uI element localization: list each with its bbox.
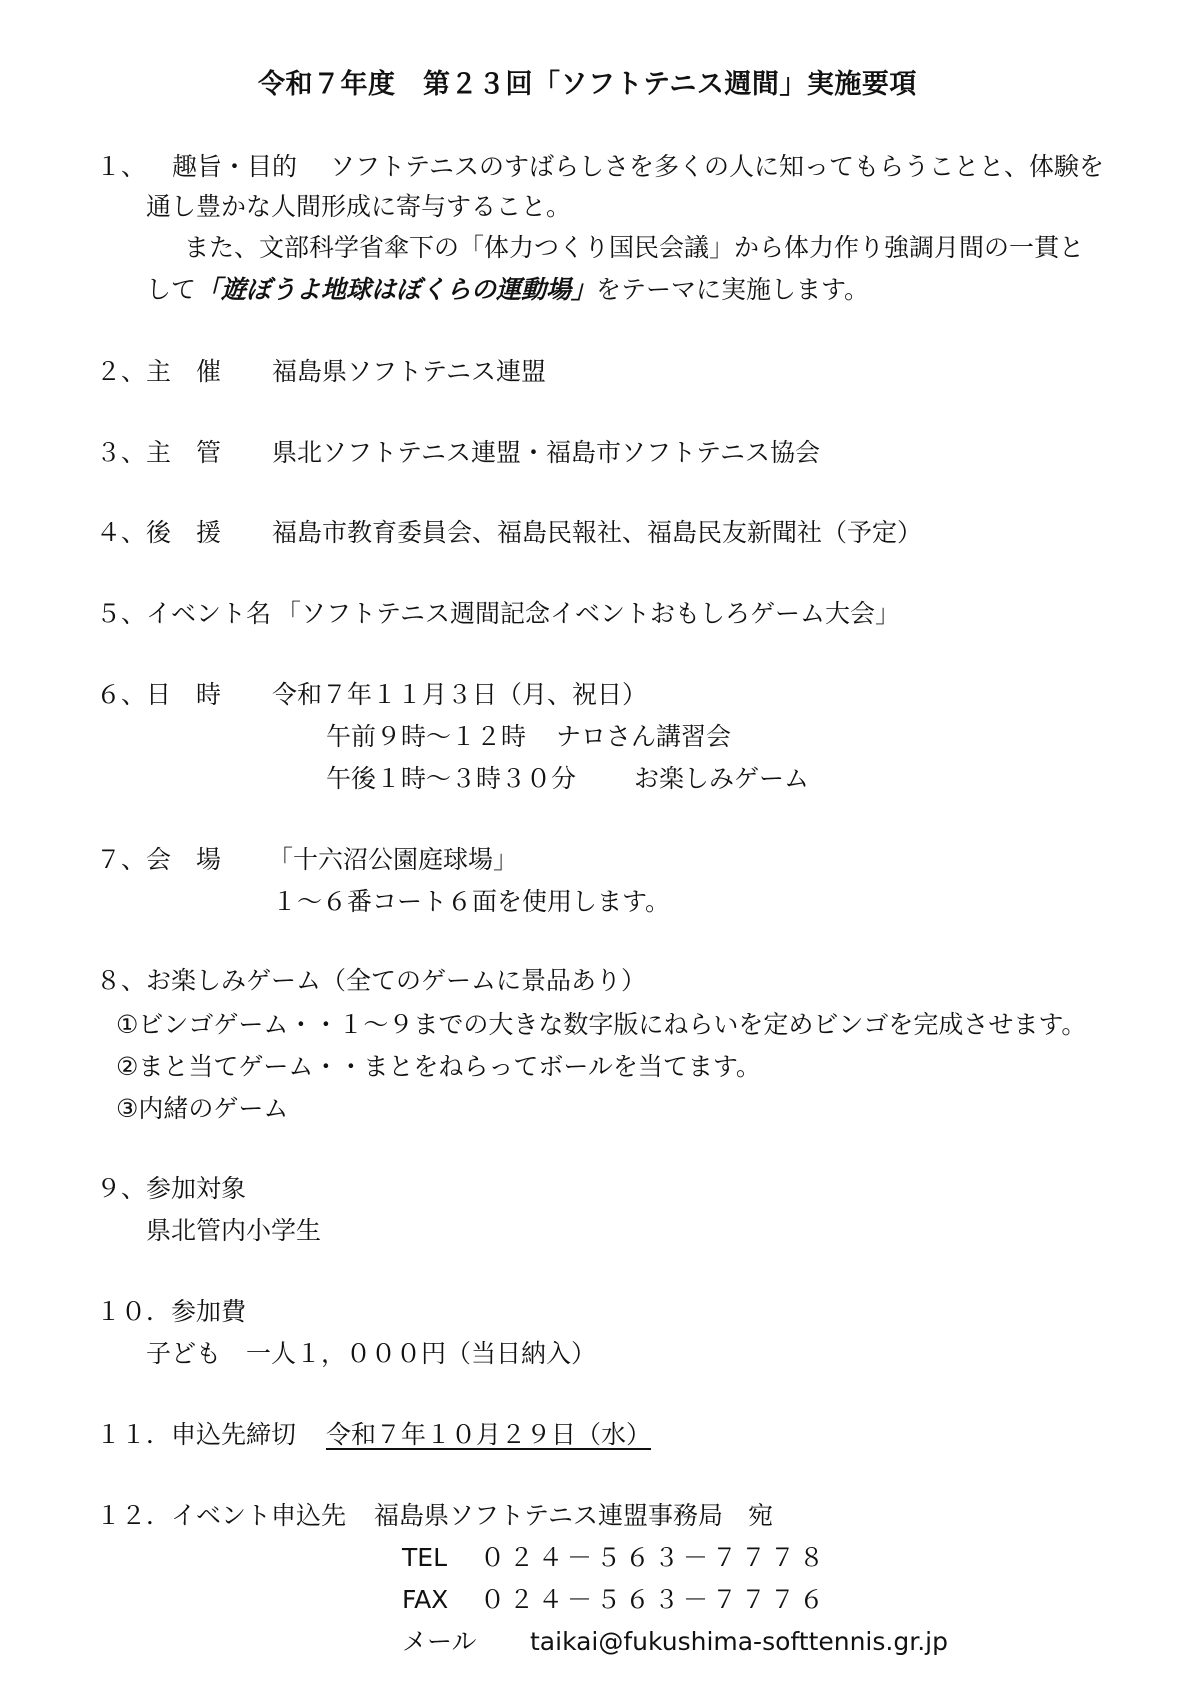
section-4-label: ４、後 援	[96, 518, 222, 547]
fax-number: ０２４－５６３－７７７６	[480, 1585, 829, 1614]
theme-text: 「遊ぼうよ地球はぼくらの運動場」	[196, 275, 597, 304]
section-2-value: 福島県ソフトテニス連盟	[272, 357, 547, 386]
section-7-label: ７、会 場	[96, 845, 222, 874]
game-item: ②まと当てゲーム・・まとをねらってボールを当てます。	[116, 1052, 761, 1081]
page-title: 令和７年度 第２３回「ソフトテニス週間」実施要項	[258, 69, 917, 100]
section-6-date: 令和７年１１月３日（月、祝日）	[272, 680, 648, 709]
section-1-line-2: 通し豊かな人間形成に寄与すること。	[146, 192, 572, 221]
section-3-value: 県北ソフトテニス連盟・福島市ソフトテニス協会	[272, 438, 821, 467]
afternoon-event: お楽しみゲーム	[634, 764, 810, 793]
section-1-heading: 趣旨・目的	[172, 152, 298, 181]
section-5-value: 「ソフトテニス週間記念イベントおもしろゲーム大会」	[276, 599, 901, 628]
game-item: ①ビンゴゲーム・・１～９までの大きな数字版にねらいを定めビンゴを完成させます。	[116, 1010, 1087, 1039]
section-4-value: 福島市教育委員会、福島民報社、福島民友新聞社（予定）	[272, 518, 923, 547]
mail-label: メール	[402, 1627, 477, 1656]
game-item: ③内緒のゲーム	[116, 1094, 289, 1123]
section-9-value: 県北管内小学生	[146, 1216, 322, 1245]
section-2-label: ２、主 催	[96, 357, 222, 386]
contact-organization: 福島県ソフトテニス連盟事務局 宛	[374, 1501, 774, 1530]
section-1-line-4-pre: して	[146, 275, 197, 304]
morning-time: 午前９時～１２時	[326, 722, 527, 751]
deadline-date: 令和７年１０月２９日（水）	[326, 1420, 652, 1449]
section-11-heading: １１．申込先締切	[96, 1420, 297, 1449]
section-1-line-3: また、文部科学省傘下の「体力つくり国民会議」から体力作り強調月間の一貫と	[184, 233, 1085, 262]
section-12-heading: １２．イベント申込先	[96, 1501, 347, 1530]
section-1-line-4	[146, 275, 869, 305]
section-9-heading: ９、参加対象	[96, 1174, 247, 1203]
venue-courts: １～６番コート６面を使用します。	[272, 887, 671, 916]
venue-name: 「十六沼公園庭球場」	[268, 845, 519, 874]
tel-number: ０２４－５６３－７７７８	[480, 1543, 829, 1572]
section-1-number: １、	[96, 152, 147, 181]
section-5-label: ５、イベント名	[96, 599, 272, 628]
section-10-heading: １０．参加費	[96, 1297, 247, 1326]
section-10-value: 子ども 一人１，０００円（当日納入）	[146, 1339, 597, 1368]
section-6-label: ６、日 時	[96, 680, 222, 709]
section-8-heading: ８、お楽しみゲーム（全てのゲームに景品あり）	[96, 966, 647, 995]
fax-label: FAX	[402, 1585, 449, 1614]
section-3-label: ３、主 管	[96, 438, 222, 467]
afternoon-time: 午後１時～３時３０分	[326, 764, 577, 793]
section-1-line-4-post: をテーマに実施します。	[596, 275, 870, 304]
tel-label: TEL	[402, 1543, 447, 1572]
morning-event: ナロさん講習会	[556, 722, 732, 751]
section-1-line-1: ソフトテニスのすばらしさを多くの人に知ってもらうことと、体験を	[330, 152, 1105, 181]
mail-address: taikai@fukushima-softtennis.gr.jp	[530, 1627, 948, 1656]
